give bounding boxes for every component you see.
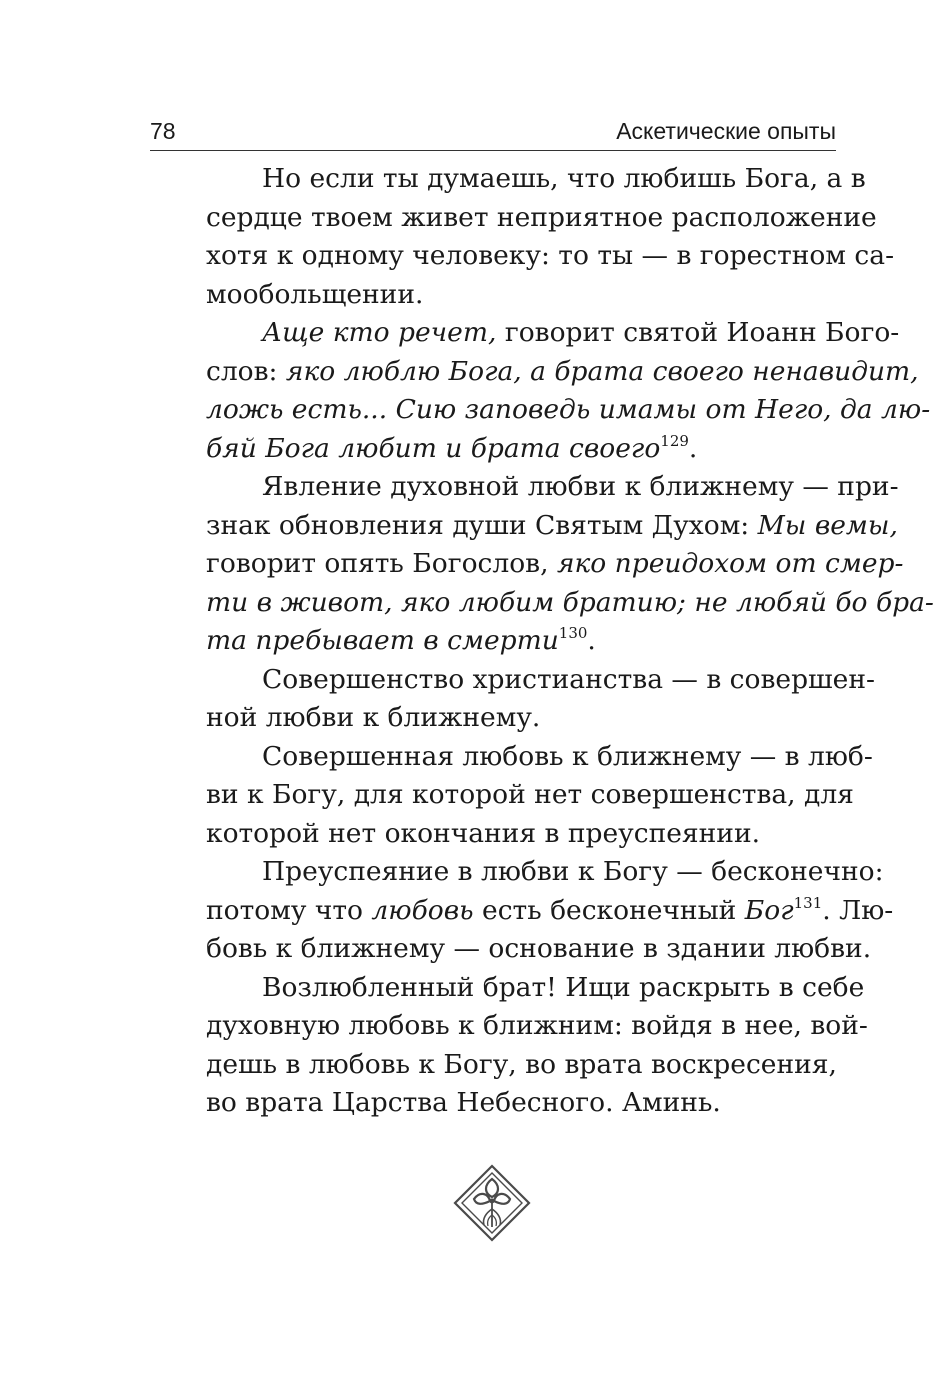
text-line: Преуспеяние в любви к Богу — бесконечно: (262, 856, 884, 887)
italic-quote: Мы вемы, (757, 509, 898, 541)
text-line (150, 391, 931, 430)
paragraph-2 (150, 314, 931, 468)
text-line: ви к Богу, для которой нет совершенства, для (206, 779, 854, 810)
footnote-ref-130[interactable]: 130 (558, 624, 588, 642)
text-line: духовную любовь к ближним: войдя в нее, вой- (206, 1010, 868, 1041)
footnote-ref-129[interactable]: 129 (660, 431, 689, 450)
text-line: хотя к одному человеку: то ты — в горестном са- (206, 240, 895, 271)
running-title: Аскетические опыты (616, 118, 836, 144)
text-run: говорит святой Иоанн Бого- (496, 317, 900, 348)
paragraph-6 (150, 853, 894, 969)
paragraph-7 (150, 969, 868, 1123)
text-line: Совершенство христианства — в совершен- (262, 663, 875, 695)
text-line: Явление духовной любви к ближнему — при- (262, 471, 899, 502)
text-line: Совершенная любовь к ближнему — в люб- (262, 740, 873, 772)
text-line (150, 430, 836, 469)
footnote-ref-131[interactable]: 131 (793, 893, 823, 912)
text-line: ной любви к ближнему. (206, 702, 541, 733)
text-run: потому что (206, 894, 372, 926)
text-run: . (587, 625, 596, 656)
text-line (150, 314, 900, 353)
text-line: бовь к ближнему — основание в здании любви. (206, 933, 872, 964)
italic-quote: бяй Бога любит и брата своего (206, 432, 661, 464)
text-line (150, 507, 898, 546)
text-line: Но если ты думаешь, что любишь Бога, а в (262, 163, 866, 194)
italic-quote: ложь есть... Сию заповедь имамы от Него, да лю- (206, 394, 931, 425)
italic-word: любовь (371, 894, 474, 926)
text-run: . (688, 432, 698, 464)
text-line (150, 584, 934, 623)
text-line: Возлюбленный брат! Ищи раскрыть в себе (262, 971, 865, 1003)
floral-diamond-ornament-icon (452, 1163, 532, 1243)
text-line: которой нет окончания в преуспеянии. (206, 817, 761, 849)
paragraph-3 (150, 468, 934, 661)
italic-word: Бог (744, 894, 794, 926)
italic-quote: Аще кто речет, (262, 317, 497, 348)
italic-quote: яко люблю Бога, а брата своего ненавидит, (285, 355, 919, 387)
italic-quote: яко преидохом от смер- (556, 548, 904, 579)
paragraph-4 (150, 661, 875, 738)
text-line (150, 353, 919, 392)
text-line (150, 622, 836, 661)
text-line: мообольщении. (206, 278, 424, 310)
italic-quote: ти в живот, яко любим братию; не любяй бо бра- (206, 586, 934, 618)
text-line: сердце твоем живет неприятное расположение (206, 201, 877, 233)
body-text (150, 160, 934, 1123)
text-line: дешь в любовь к Богу, во врата воскресения, (206, 1048, 837, 1080)
text-line (150, 892, 894, 931)
text-run: слов: (206, 355, 286, 387)
page-number: 78 (150, 118, 176, 144)
text-run: говорит опять Богослов, (206, 548, 557, 579)
paragraph-1 (150, 160, 895, 314)
text-run: знак обновления души Святым Духом: (206, 509, 758, 541)
text-run: . Лю- (822, 894, 894, 926)
italic-quote: та пребывает в смерти (206, 625, 559, 656)
text-line: во врата Царства Небесного. Аминь. (206, 1087, 721, 1118)
text-line (150, 545, 904, 584)
paragraph-5 (150, 738, 873, 854)
page-header (150, 116, 836, 151)
text-run: есть бесконечный (473, 894, 745, 926)
